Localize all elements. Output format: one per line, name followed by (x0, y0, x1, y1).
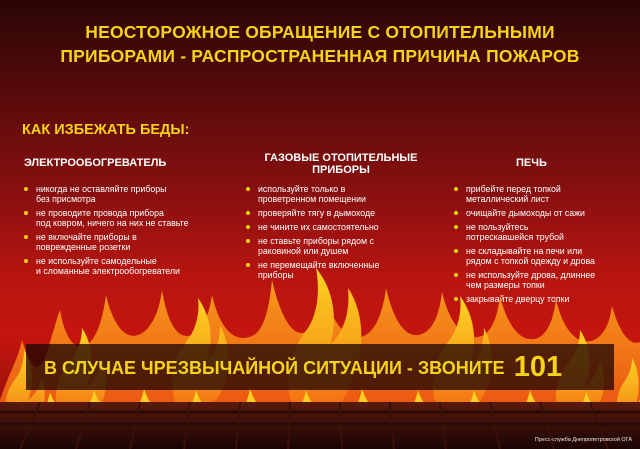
list-item: никогда не оставляйте приборы без присмотра (24, 184, 189, 204)
section-subtitle: КАК ИЗБЕЖАТЬ БЕДЫ: (22, 122, 190, 138)
list-item: используйте только в проветренном помещении (246, 184, 379, 204)
column-heading: ЭЛЕКТРООБОГРЕВАТЕЛЬ (24, 157, 167, 169)
list-item: не перемещайте включенные приборы (246, 260, 379, 280)
list-item: не проводите провода прибора под ковром, ничего на них не ставьте (24, 208, 189, 228)
list-item: очищайте дымоходы от сажи (454, 208, 595, 218)
list-item: проверяйте тягу в дымоходе (246, 208, 379, 218)
list-item: не используйте дрова, длиннее чем размеры топки (454, 270, 595, 290)
list-item: закрывайте дверцу топки (454, 294, 595, 304)
list-item: не пользуйтесь потрескавшейся трубой (454, 222, 595, 242)
list-item: не включайте приборы в поврежденные розетки (24, 232, 189, 252)
press-credit: Пресс-служба Днепропетровской ОГА (534, 437, 632, 443)
list-item: не складывайте на печи или рядом с топкой одежду и дрова (454, 246, 595, 266)
list-item: не используйте самодельные и сломанные электрообогреватели (24, 256, 189, 276)
title-line-2: ПРИБОРАМИ - РАСПРОСТРАНЕННАЯ ПРИЧИНА ПОЖАРОВ (60, 46, 580, 66)
column-gas-heaters (246, 152, 436, 280)
list-item: не чините их самостоятельно (246, 222, 379, 232)
title-line-1: НЕОСТОРОЖНОЕ ОБРАЩЕНИЕ С ОТОПИТЕЛЬНЫМИ (85, 22, 555, 42)
list-item: прибейте перед топкой металлический лист (454, 184, 595, 204)
poster-title (0, 20, 640, 68)
emergency-number: 101 (513, 351, 563, 383)
column-heading: ПЕЧЬ (516, 157, 547, 169)
list-item: не ставьте приборы рядом с раковиной или душем (246, 236, 379, 256)
emergency-banner-text (44, 352, 562, 383)
column-heading: ГАЗОВЫЕ ОТОПИТЕЛЬНЫЕ ПРИБОРЫ (264, 152, 418, 176)
emergency-call-text: В СЛУЧАЕ ЧРЕЗВЫЧАЙНОЙ СИТУАЦИИ - ЗВОНИТЕ (44, 358, 505, 378)
